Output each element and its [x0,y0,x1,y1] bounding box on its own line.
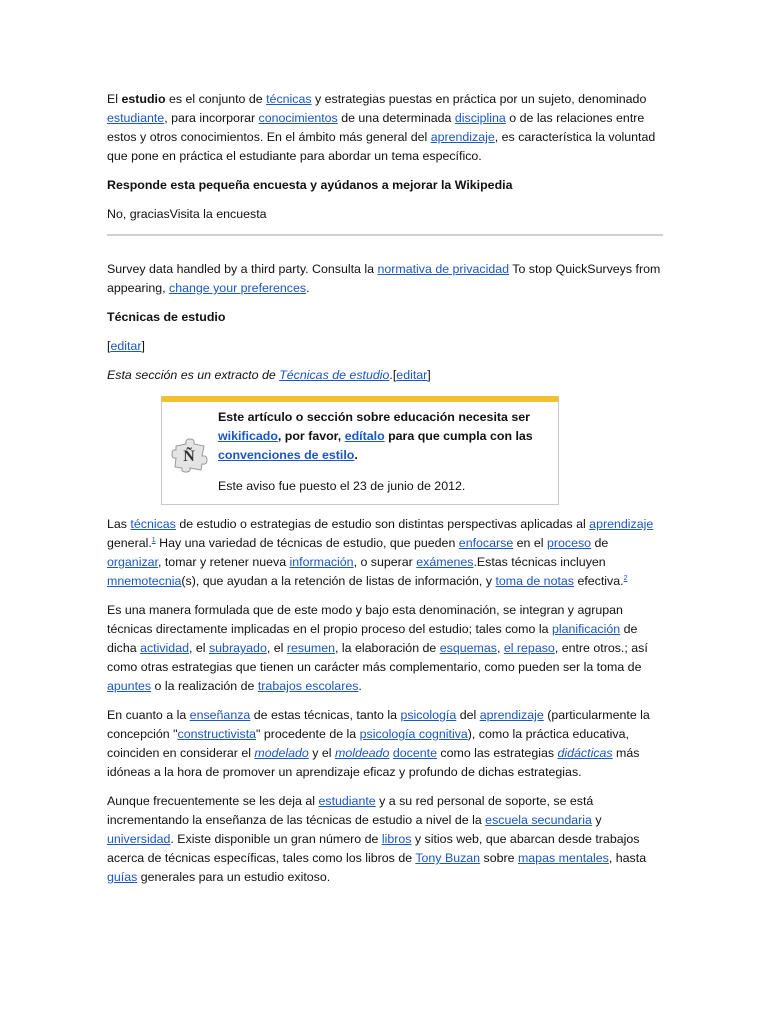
text: To stop QuickSurveys from appearing, [107,262,661,295]
text: Survey data handled by a third party. Consulta la [107,262,378,276]
link-apuntes[interactable]: apuntes [107,679,152,693]
convenciones-link[interactable]: convenciones de estilo [218,448,355,462]
text: Este artículo o sección sobre educación necesita ser [218,410,530,424]
text: (s), que ayudan a la retención de listas de información, y [181,574,496,588]
spacer [107,236,663,260]
link-psicologia[interactable]: psicología [400,708,457,722]
paragraph-teaching [107,706,663,782]
extract-link[interactable]: Técnicas de estudio [279,368,390,382]
link-aprendizaje[interactable]: aprendizaje [430,130,495,144]
text: y [591,813,602,827]
text: en el [513,536,547,550]
link-psicologia-cognitiva[interactable]: psicología cognitiva [359,727,468,741]
survey-heading: Responde esta pequeña encuesta y ayúdanos a mejorar la Wikipedia [107,178,513,192]
text: . Existe disponible un gran número de [170,832,382,846]
text: , por favor, [277,429,345,443]
link-planificacion[interactable]: planificación [551,622,621,636]
paragraph-resources [107,792,663,887]
text: como las estrategias [436,746,558,760]
link-enfocarse[interactable]: enfocarse [458,536,514,550]
text: , [496,641,504,655]
link-tony-buzan[interactable]: Tony Buzan [415,851,481,865]
text: Aunque frecuentemente se les deja al [107,794,319,808]
text: Es una manera formulada que de este modo y bajo esta denominación, se integran y agrupan técnicas directamente implicadas en el propio proceso del estudio; tales como la [107,603,623,636]
extract-edit-link[interactable]: editar [396,368,428,382]
link-estudiante[interactable]: estudiante [107,111,165,125]
bracket: ] [427,368,431,382]
link-moldeado[interactable]: moldeado [335,746,390,760]
privacy-link[interactable]: normativa de privacidad [377,262,510,276]
bracket: [ [392,368,397,382]
maintenance-notice [161,396,559,505]
bracket: ] [141,339,145,353]
link-resumen[interactable]: resumen [286,641,336,655]
link-aprendizaje[interactable]: aprendizaje [589,517,654,531]
link-examenes[interactable]: exámenes [416,555,474,569]
link-actividad[interactable]: actividad [140,641,189,655]
preferences-link[interactable]: change your preferences [169,281,307,295]
text: , el [188,641,209,655]
link-conocimientos[interactable]: conocimientos [258,111,338,125]
text: del [456,708,480,722]
svg-text:Ñ: Ñ [183,448,195,465]
text: (particularmente la concepción " [107,708,650,741]
notice-message [218,408,548,465]
text: Hay una variedad de técnicas de estudio, que pueden [155,536,459,550]
link-mnemotecnia[interactable]: mnemotecnia [107,574,182,588]
link-tecnicas[interactable]: técnicas [130,517,176,531]
text: o de las relaciones entre estos y otros conocimientos. En el ámbito más general del [107,111,645,144]
survey-options[interactable]: No, graciasVisita la encuesta [107,207,267,221]
link-ensenanza[interactable]: enseñanza [189,708,251,722]
footnote-1[interactable]: 1 [151,536,156,544]
term-estudio: estudio [121,92,166,106]
text: de dicha [107,622,638,655]
text: de estudio o estrategias de estudio son distintas perspectivas aplicadas al [175,517,590,531]
text: efectiva. [574,574,624,588]
link-libros[interactable]: libros [381,832,412,846]
text: de una determinada [337,111,455,125]
link-mapas-mentales[interactable]: mapas mentales [517,851,609,865]
link-esquemas[interactable]: esquemas [439,641,497,655]
editalo-link[interactable]: edítalo [344,429,385,443]
link-subrayado[interactable]: subrayado [208,641,267,655]
section-edit [107,337,663,356]
text: sobre [480,851,518,865]
link-proceso[interactable]: proceso [546,536,592,550]
link-docente[interactable]: docente [392,746,437,760]
text: de [591,536,609,550]
text: , la elaboración de [335,641,440,655]
survey-footer [107,260,663,298]
text: . [306,281,310,295]
text: . [389,368,393,382]
text: , entre otros.; así como otras estrategias que tienen un carácter más complementario, como pueden ser la toma de [107,641,648,674]
link-modelado[interactable]: modelado [254,746,309,760]
link-trabajos-escolares[interactable]: trabajos escolares [257,679,359,693]
bracket: [ [107,339,111,353]
text: Esta sección es un extracto de [107,368,280,382]
edit-link[interactable]: editar [110,339,142,353]
link-el-repaso[interactable]: el repaso [503,641,555,655]
text: y el [308,746,335,760]
text: . [358,679,362,693]
paragraph-formulated [107,601,663,696]
text: más idóneas a la hora de promover un aprendizaje eficaz y profundo de dichas estrategias. [107,746,640,779]
text: generales para un estudio exitoso. [137,870,331,884]
wikify-puzzle-icon [170,434,210,474]
link-informacion[interactable]: información [289,555,354,569]
text: .Estas técnicas incluyen [473,555,606,569]
link-toma-de-notas[interactable]: toma de notas [495,574,574,588]
footnote-2[interactable]: 2 [623,574,628,582]
link-aprendizaje[interactable]: aprendizaje [479,708,544,722]
text: o la realización de [151,679,258,693]
intro-paragraph [107,90,663,166]
extract-note [107,366,663,385]
text: es el conjunto de [165,92,267,106]
link-tecnicas[interactable]: técnicas [266,92,312,106]
text: de estas técnicas, tanto la [250,708,401,722]
text: , es característica la voluntad que pone en práctica el estudiante para abordar un tema específico. [107,130,656,163]
text: general. [107,536,152,550]
link-universidad[interactable]: universidad [107,832,171,846]
text: , el [266,641,287,655]
link-estudiante[interactable]: estudiante [318,794,376,808]
text: para que cumpla con las [384,429,533,443]
text: ), como la práctica educativa, coinciden en considerar el [107,727,629,760]
text: , para incorporar [164,111,259,125]
link-escuela-secundaria[interactable]: escuela secundaria [485,813,592,827]
paragraph-techniques [107,515,663,591]
link-didacticas[interactable]: didácticas [557,746,613,760]
text: Las [107,517,131,531]
text: y a su red personal de soporte, se está incrementando la enseñanza de las técnicas de estudio a nivel de la [107,794,594,827]
link-organizar[interactable]: organizar [107,555,158,569]
text: En cuanto a la [107,708,190,722]
link-disciplina[interactable]: disciplina [454,111,506,125]
link-constructivista[interactable]: constructivista [177,727,257,741]
notice-date: Este aviso fue puesto el 23 de junio de 2012. [218,479,466,493]
section-title: Técnicas de estudio [107,310,226,324]
text: y sitios web, que abarcan desde trabajos acerca de técnicas específicas, tales como los libros de [107,832,640,865]
link-guias[interactable]: guías [107,870,138,884]
text: , hasta [608,851,647,865]
text: . [354,448,358,462]
text: , o superar [353,555,417,569]
article-body [107,90,663,897]
text: y estrategias puestas en práctica por un sujeto, denominado [311,92,647,106]
wikificado-link[interactable]: wikificado [218,429,278,443]
text: El [107,92,122,106]
text: " procedente de la [256,727,360,741]
text: , tomar y retener nueva [157,555,290,569]
